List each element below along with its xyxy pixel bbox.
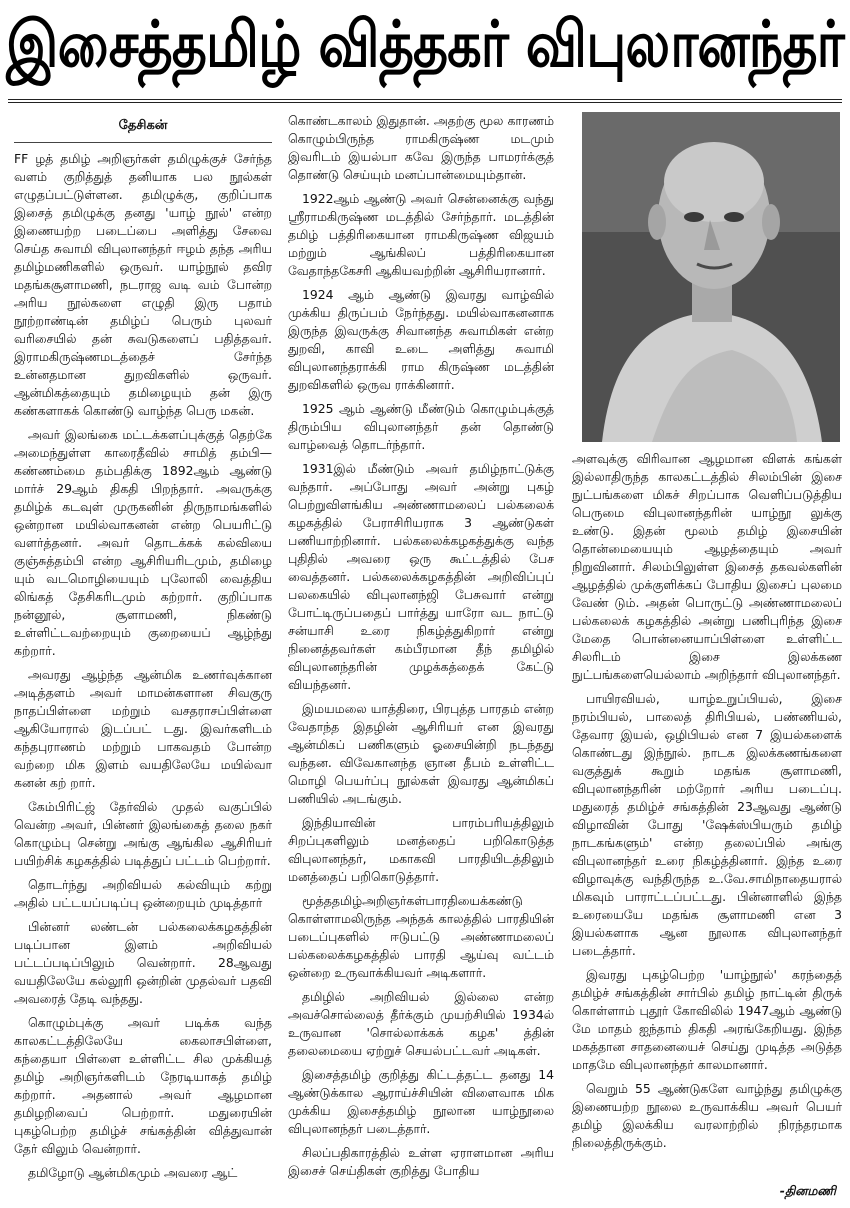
paragraph: தொடர்ந்து அறிவியல் கல்வியும் கற்று அதில் பட்டயப்படிப்பு ஒன்றையும் முடித்தார் [14, 877, 272, 910]
paragraph: 1931இல் மீண்டும் அவர் தமிழ்நாட்டுக்கு வந்தார். அப்போது அவர் அன்று புகழ் பெற்றுவிளங்கிய அண்ணாமலைப் பல்கலைக் கழகத்தில் பேராசிரியராக 3 ஆண்டுகள் பணியாற்றினார். பல்கலைக்கழகத்துக்கு வந்த புதிதில் அவரை ஒரு கூட்டத்தில் பேச வைத்தனர். பல்கலைக்கழகத்தின் அறிவிப்புப் பலகையில் விபுலானந்ஜி பேசுவார் என்று போட்டிருப்பதைப் பார்த்து யாரோ வட நாட்டு சன்யாசி உரை நிகழ்த்துகிறார் என்று நினைத்தவர்கள் கம்பீரமான தீந் தமிழில் விபுலானந்தரின் முழக்கத்தைக் கேட்டு வியந்தனர். [288, 461, 554, 692]
paragraph: தமிழில் அறிவியல் இல்லை என்ற அவச்சொல்லைத் தீர்க்கும் முயற்சியில் 1934ல் உருவான 'சொல்லாக்கக் கழக' த்தின் தலைமையை ஏற்றுச் செயல்பட்டவர் அடிகள். [288, 989, 554, 1058]
column-1 [14, 150, 272, 1202]
paragraph: இந்தியாவின் பாரம்பரியத்திலும் சிறப்புகளிலும் மனத்தைப் பறிகொடுத்த விபுலானந்தர், மகாகவி பாரதியிடத்திலும் மனத்தைப் பறிகொடுத்தார். [288, 815, 554, 884]
paragraph: பின்னர் லண்டன் பல்கலைக்கழகத்தின் படிப்பான இளம் அறிவியல் பட்டப்படிப்பிலும் வென்றார். 28ஆவது வயதிலேயே கல்லூரி ஒன்றின் முதல்வர் பதவி அவரைத் தேடி வந்தது. [14, 919, 272, 1006]
headline: இசைத்தமிழ் வித்தகர் விபுலானந்தர் [6, 7, 844, 82]
paragraph: வெறும் 55 ஆண்டுகளே வாழ்ந்து தமிழுக்கு இணையற்ற நூலை உருவாக்கிய அவர் பெயர் தமிழ் இலக்கிய வரலாற்றில் நிரந்தரமாக நிலைத்திருக்கும். [572, 1081, 842, 1150]
paragraph: கொழும்புக்கு அவர் படிக்க வந்த காலகட்டத்திலேயே கைலாசபிள்ளை, கந்தையா பிள்ளை உள்ளிட்ட சில முக்கியத் தமிழ் அறிஞர்களிடம் நேரடியாகத் தமிழ் கற்றார். அதனால் அவர் ஆழமான தமிழறிவைப் பெற்றார். மதுரையின் புகழ்பெற்ற தமிழ்ச் சங்கத்தின் வித்துவான் தேர் விலும் வென்றார். [14, 1015, 272, 1156]
paragraph: பாயிரவியல், யாழ்உறுப்பியல், இசை நரம்பியல், பாலைத் திரிபியல், பண்ணியல், தேவார இயல், ஒழிபியல் என 7 இயல்களைக் கொண்டது இந்நூல். நாடக இலக்கணங்களை வகுத்துக் கூறும் மதங்க சூளாமணி, விபுலானந்தரின் மற்றோர் அரிய படைப்பு. மதுரைத் தமிழ்ச் சங்கத்தின் 23ஆவது ஆண்டு விழாவின் போது 'ஷேக்ஸ்பியரும் தமிழ் நாடகங்களும்' என்ற தலைப்பில் அங்கு விபுலானந்தர் உரை நிகழ்த்தினார். இந்த உரை விழாவுக்கு வந்திருந்த உ.வே.சாமிநாதையரால் மிகவும் பாராட்டப்பட்டது. பின்னாளில் இந்த உரையையே மதங்க சூளாமணி என 3 இயல்களாக ஆன நூலாக விபுலானந்தர் படைத்தார். [572, 691, 842, 958]
paragraph: கேம்பிரிட்ஜ் தேர்வில் முதல் வகுப்பில் வென்ற அவர், பின்னர் இலங்கைத் தலை நகர் கொழும்பு சென்று அங்கு ஆங்கில ஆசிரியர் பயிற்சிக் கழகத்தில் படித்துப் பட்டம் பெற்றார். [14, 799, 272, 868]
paragraph: சிலப்பதிகாரத்தில் உள்ள ஏராளமான அரிய இசைச் செய்திகள் குறித்து போதிய [288, 1145, 554, 1178]
paragraph: இசைத்தமிழ் குறித்து கிட்டத்தட்ட தனது 14 ஆண்டுக்கால ஆராய்ச்சியின் விளைவாக மிக முக்கிய இசைத்தமிழ் நூலான யாழ்நூலை விபுலானந்தர் படைத்தார். [288, 1067, 554, 1136]
paragraph: 1922ஆம் ஆண்டு அவர் சென்னைக்கு வந்து ஸ்ரீராமகிருஷ்ண மடத்தில் சேர்ந்தார். மடத்தின் தமிழ் பத்திரிகையான ராமகிருஷ்ண விஜயம் மற்றும் ஆங்கிலப் பத்திரிகையான வேதாந்தகேசரி ஆகியவற்றின் ஆசிரியரானார். [288, 191, 554, 278]
portrait-illustration [582, 112, 840, 442]
paragraph: அவரது ஆழ்ந்த ஆன்மிக உணர்வுக்கான அடித்தளம் அவர் மாமன்களான சிவகுரு நாதப்பிள்ளை மற்றும் வசதராசப்பிள்ளை ஆகியோரால் இடப்பட் டது. இவர்களிடம் கந்தபுராணம் மற்றும் பாகவதம் போன்ற வற்றை மிக இளம் வயதிலேயே மயில்வா கனன் கற் றார். [14, 667, 272, 790]
paragraph: இமயமலை யாத்திரை, பிரபுத்த பாரதம் என்ற வேதாந்த இதழின் ஆசிரியர் என இவரது ஆன்மிகப் பணிகளும் ஓசையின்றி நடந்தது வந்தன. விவேகானந்த ஞான தீபம் உள்ளிட்ட மொழி பெயர்ப்பு நூல்கள் இவரது ஆன்மிகப் பணியில் அடங்கும். [288, 701, 554, 806]
byline: தேசிகன் [118, 118, 168, 133]
column-2 [288, 112, 554, 1202]
paragraph: 1924 ஆம் ஆண்டு இவரது வாழ்வில் முக்கிய திருப்பம் நேர்ந்தது. மயில்வாகனனாக இருந்த இவருக்கு சிவானந்த சுவாமிகள் என்ற துறவி, காவி உடை அளித்து சுவாமி விபுலானந்தராக்கி ராம கிருஷ்ண மடத்தின் துறவிகளில் ஒருவ ராக்கினார். [288, 287, 554, 392]
portrait-photo [582, 112, 840, 442]
byline-rule [14, 142, 272, 143]
paragraph: கொண்டகாலம் இதுதான். அதற்கு மூல காரணம் கொழும்பிருந்த ராமகிருஷ்ண மடமும் இவரிடம் இயல்பா கவே இருந்த பாமரர்க்குத் தொண்டு செய்யும் மனப்பான்மையும்தான். [288, 113, 554, 182]
paragraph: 1925 ஆம் ஆண்டு மீண்டும் கொழும்புக்குத் திரும்பிய விபுலானந்தர் தன் தொண்டு வாழ்வைத் தொடர்ந்தார். [288, 401, 554, 452]
source-signoff: -தினமணி [779, 1183, 836, 1198]
paragraph: தமிழோடு ஆன்மிகமும் அவரை ஆட் [28, 1165, 238, 1180]
paragraph: FF ழத் தமிழ் அறிஞர்கள் தமிழுக்குச் சேர்ந்த வளம் குறித்துத் தனியாக பல நூல்கள் எழுதப்பட்டுள்ளன. தமிழுக்கு, குறிப்பாக இசைத் தமிழுக்கு தனது 'யாழ் நூல்' என்ற இணையற்ற படைப்பை அளித்து சேவை செய்த சுவாமி விபுலானந்தர் ஈழம் தந்த அரிய தமிழ்மணிகளில் ஒருவர். யாழ்நூல் தவிர மதங்கசூளாமணி, நடராஜ வடி வம் போன்ற அரிய நூல்களை எழுதி இரு பதாம் நூற்றாண்டின் தமிழ்ப் பெரும் புலவர் வரிசையில் தன் சுவடுகளைப் பதித்தவர். இராமகிருஷ்ணமடத்தைச் சேர்ந்த உன்னதமான துறவிகளில் ஒருவர். ஆன்மிகத்தையும் தமிழையும் தன் இரு கண்களாகக் கொண்டு வாழ்ந்த பெரு மகன். [14, 151, 272, 418]
paragraph: மூத்ததமிழ்அறிஞர்கள்பாரதியைக்கண்டு கொள்ளாமலிருந்த அந்தக் காலத்தில் பாரதியின் படைப்புகளில் ஈடுபட்டு அண்ணாமலைப் பல்கலைக்கழகத்தில் பாரதி ஆய்வு வட்டம் ஒன்றை உருவாக்கியவர் அடிகளார். [288, 893, 554, 980]
column-3 [572, 450, 842, 1202]
headline-rule [8, 99, 842, 103]
paragraph: அளவுக்கு விரிவான ஆழமான விளக் கங்கள் இல்லாதிருந்த காலகட்டத்தில் சிலம்பின் இசை நுட்பங்களை மிகச் சிறப்பாக வெளிப்படுத்திய பெருமை விபுலானந்தரின் யாழ்நூ லுக்கு உண்டு. இதன் மூலம் தமிழ் இசையின் தொன்மையையும் ஆழத்தையும் அவர் நிறுவினார். சிலம்பிலுள்ள இசைத் தகவல்களின் ஆழத்தில் முக்குளிக்கப் போதிய இசைப் புலமை வேண் டும். அதன் பொருட்டு அண்ணாமலைப் பல்கலைக் கழகத்தில் அன்று பணிபுரிந்த இசை மேதை பொன்னையாப்பிள்ளை உள்ளிட்ட சிலரிடம் இசை இலக்கண நுட்பங்களையெல்லாம் அறிந்தார் விபுலானந்தர். [572, 451, 842, 682]
paragraph: அவர் இலங்கை மட்டக்களப்புக்குத் தெற்கே அமைந்துள்ள காரைதீவில் சாமித் தம்பி—கண்ணம்மை தம்பதிக்கு 1892ஆம் ஆண்டு மார்ச் 29ஆம் திகதி பிறந்தார். அவருக்கு தமிழ்க் கடவுள் முருகனின் திருநாமங்களில் ஒன்றான மயில்வாகனன் என்ற பெயரிட்டு வளர்த்தனர். அவர் தொடக்கக் கல்வியை குஞ்சுத்தம்பி என்ற ஆசிரியரிடமும், தமிழை யும் வடமொழியையும் புலோலி வைத்திய லிங்கத் தேசிகரிடமும் கற்றார். குறிப்பாக நன்னூல், சூளாமணி, நிகண்டு உள்ளிட்டவற்றையும் குறையைப் ஆழ்ந்து கற்றார். [14, 427, 272, 658]
paragraph: இவரது புகழ்பெற்ற 'யாழ்நூல்' கரந்தைத் தமிழ்ச் சங்கத்தின் சார்பில் தமிழ் நாட்டின் திருக் கொள்ளாம் புதூர் கோவிலில் 1947ஆம் ஆண்டு மே மாதம் ஐந்தாம் திகதி அரங்கேறியது. இந்த மகத்தான சாதனையைச் செய்து முடித்த அடுத்த மாதமே விபுலானந்தர் காலமானார். [572, 967, 842, 1072]
